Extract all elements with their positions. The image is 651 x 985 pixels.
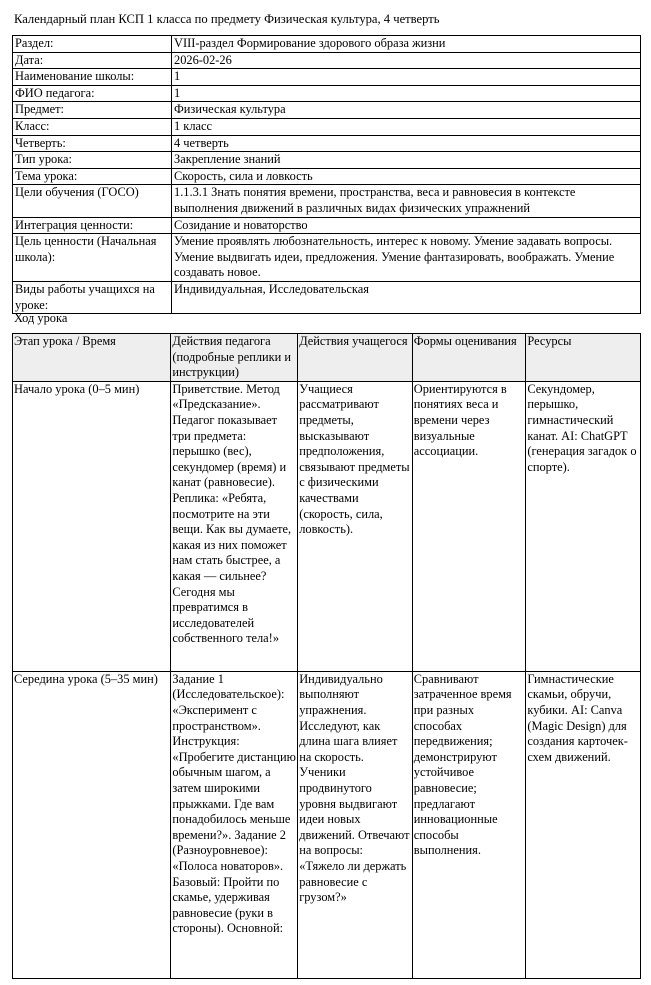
assessment-cell: Ориентируются в понятиях веса и времени через визуальные ассоциации. [412, 381, 526, 671]
assessment-cell: Сравнивают затраченное время при разных способах передвижения; демонстрируют устойчивое равновесие; предлагают инновационные способы выполнения. [412, 671, 526, 978]
info-row [13, 52, 641, 69]
info-row [13, 36, 641, 53]
teacher-actions-cell: Задание 1 (Исследовательское): «Эксперимент с пространством». Инструкция: «Пробегите дистанцию обычным шагом, а затем широкими прыжками. Где вам понадобилось меньше времени?». Задание 2 (Разноуровневое): «Полоса новаторов». Базовый: Пройти по скамье, удерживая равновесие (руки в стороны). Основной: [171, 671, 298, 978]
lesson-header-row [13, 334, 641, 382]
info-value: 1.1.3.1 Знать понятия времени, пространства, веса и равновесия в контексте выполнения движений в различных видах физических упражнений [172, 185, 641, 217]
info-key: Тип урока: [13, 152, 172, 169]
student-actions-cell: Учащиеся рассматривают предметы, высказывают предположения, связывают предметы с физическими качествами (скорость, сила, ловкость). [298, 381, 413, 671]
resources-cell: Гимнастические скамьи, обручи, кубики. AI: Canva (Magic Design) для создания карточек-схем движений. [526, 671, 641, 978]
lesson-flow-label: Ход урока [14, 311, 68, 325]
student-actions-cell: Индивидуально выполняют упражнения. Исследуют, как длина шага влияет на скорость. Ученики продвинутого уровня выдвигают идеи новых движений. Отвечают на вопросы: «Тяжело ли держать равновесие с грузом?» [298, 671, 413, 978]
info-value: 1 класс [172, 118, 641, 135]
info-key: Раздел: [13, 36, 172, 53]
info-row [13, 281, 641, 313]
info-value: Умение проявлять любознательность, интерес к новому. Умение задавать вопросы. Умение выдвигать идеи, предложения. Умение фантазировать, воображать. Умение создавать новое. [172, 234, 641, 282]
info-value: 2026-02-26 [172, 52, 641, 69]
info-value: 1 [172, 69, 641, 86]
info-row [13, 118, 641, 135]
header-stage: Этап урока / Время [13, 334, 171, 382]
info-value: Закрепление знаний [172, 152, 641, 169]
info-key: Виды работы учащихся на уроке: [13, 281, 172, 313]
info-key: Четверть: [13, 135, 172, 152]
info-key: Цели обучения (ГОСО) [13, 185, 172, 217]
info-key: Интеграция ценности: [13, 217, 172, 234]
info-row [13, 69, 641, 86]
info-row [13, 152, 641, 169]
lesson-info-table [12, 35, 641, 314]
lesson-row [13, 381, 641, 671]
info-row [13, 85, 641, 102]
resources-cell: Секундомер, перышко, гимнастический канат. AI: ChatGPT (генерация загадок о спорте). [526, 381, 641, 671]
info-value: Индивидуальная, Исследовательская [172, 281, 641, 313]
info-row [13, 102, 641, 119]
stage-cell: Начало урока (0–5 мин) [13, 381, 171, 671]
info-row [13, 185, 641, 217]
info-key: Наименование школы: [13, 69, 172, 86]
document-title: Календарный план КСП 1 класса по предмету Физическая культура, 4 четверть [14, 12, 440, 26]
info-key: Класс: [13, 118, 172, 135]
header-student: Действия учащегося [298, 334, 413, 382]
info-row [13, 217, 641, 234]
info-value: 1 [172, 85, 641, 102]
info-row [13, 135, 641, 152]
header-assessment: Формы оценивания [412, 334, 526, 382]
teacher-actions-cell: Приветствие. Метод «Предсказание». Педагог показывает три предмета: перышко (вес), секундомер (время) и канат (равновесие). Реплика: «Ребята, посмотрите на эти вещи. Как вы думаете, какая из них поможет нам стать быстрее, а какая — сильнее? Сегодня мы превратимся в исследователей собственного тела!» [171, 381, 298, 671]
info-key: ФИО педагога: [13, 85, 172, 102]
info-value: 4 четверть [172, 135, 641, 152]
stage-cell: Середина урока (5–35 мин) [13, 671, 171, 978]
info-value: Физическая культура [172, 102, 641, 119]
info-key: Тема урока: [13, 168, 172, 185]
lesson-row [13, 671, 641, 978]
info-row [13, 168, 641, 185]
info-row [13, 234, 641, 282]
header-resources: Ресурсы [526, 334, 641, 382]
header-teacher: Действия педагога (подробные реплики и инструкции) [171, 334, 298, 382]
info-key: Цель ценности (Начальная школа): [13, 234, 172, 282]
lesson-flow-table [12, 333, 641, 979]
info-value: VIII-раздел Формирование здорового образа жизни [172, 36, 641, 53]
info-key: Дата: [13, 52, 172, 69]
info-value: Скорость, сила и ловкость [172, 168, 641, 185]
info-key: Предмет: [13, 102, 172, 119]
info-value: Созидание и новаторство [172, 217, 641, 234]
